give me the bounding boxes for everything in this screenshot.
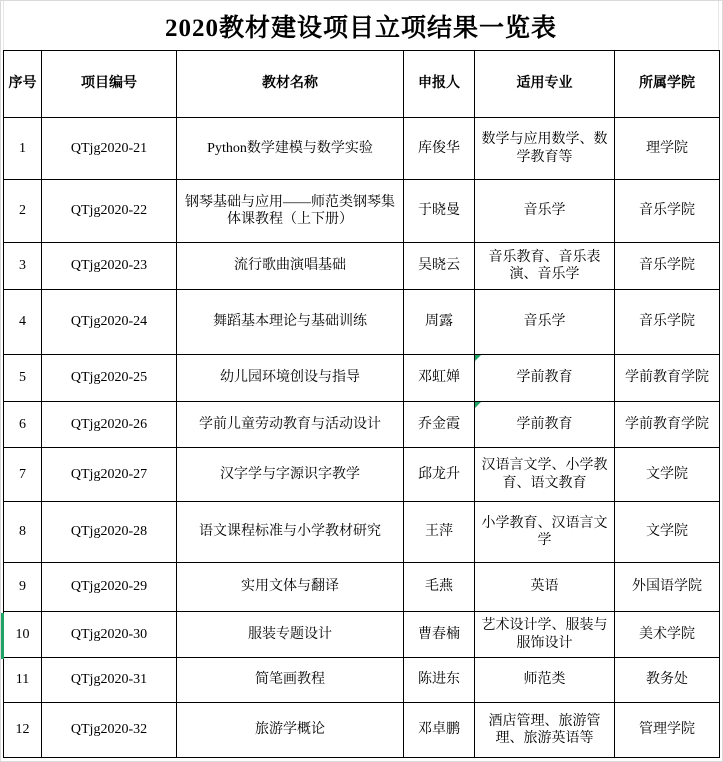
cell-major <box>475 703 615 758</box>
header-project-code: 项目编号 <box>42 51 177 118</box>
cell-serial-number: 4 <box>4 290 42 355</box>
cell-serial-number: 6 <box>4 402 42 448</box>
table-row <box>4 243 720 290</box>
cell-material-name: 幼儿园环境创设与指导 <box>177 355 404 402</box>
cell-college: 外国语学院 <box>615 563 720 612</box>
cell-major <box>475 448 615 502</box>
cell-applicant: 陈进东 <box>404 658 475 703</box>
header-serial-number: 序号 <box>4 51 42 118</box>
cell-major <box>475 402 615 448</box>
cell-major <box>475 563 615 612</box>
cell-project-code: QTjg2020-30 <box>42 612 177 658</box>
cell-serial-number: 12 <box>4 703 42 758</box>
cell-major-text: 艺术设计学、服装与服饰设计 <box>481 618 608 651</box>
title-bar <box>3 1 719 50</box>
cell-major <box>475 118 615 180</box>
cell-material-name: 旅游学概论 <box>177 703 404 758</box>
cell-college: 音乐学院 <box>615 290 720 355</box>
cell-major-text: 师范类 <box>523 672 566 688</box>
cell-major <box>475 180 615 243</box>
cell-material-name: 服装专题设计 <box>177 612 404 658</box>
cell-project-code: QTjg2020-22 <box>42 180 177 243</box>
cell-major-text: 酒店管理、旅游管理、旅游英语等 <box>488 713 601 746</box>
table-row <box>4 658 720 703</box>
cell-major-text: 学前教育 <box>516 370 573 386</box>
cell-applicant: 库俊华 <box>404 118 475 180</box>
page-title: 2020教材建设项目立项结果一览表 <box>164 14 557 42</box>
cell-project-code: QTjg2020-32 <box>42 703 177 758</box>
cell-major-text: 音乐学 <box>523 314 566 330</box>
cell-major-text: 学前教育 <box>516 416 573 432</box>
cell-project-code: QTjg2020-29 <box>42 563 177 612</box>
cell-serial-number: 3 <box>4 243 42 290</box>
cell-major-text: 小学教育、汉语言文学 <box>481 515 608 548</box>
results-table <box>3 50 720 758</box>
cell-college: 理学院 <box>615 118 720 180</box>
cell-applicant: 邱龙升 <box>404 448 475 502</box>
row-selection-indicator-bar <box>1 613 4 659</box>
cell-major <box>475 658 615 703</box>
cell-applicant: 于晓曼 <box>404 180 475 243</box>
cell-major <box>475 502 615 563</box>
header-college: 所属学院 <box>615 51 720 118</box>
cell-college: 学前教育学院 <box>615 355 720 402</box>
header-row <box>4 51 720 118</box>
cell-material-name: 学前儿童劳动教育与活动设计 <box>177 402 404 448</box>
cell-college: 美术学院 <box>615 612 720 658</box>
cell-applicant: 吴晓云 <box>404 243 475 290</box>
cell-serial-number: 8 <box>4 502 42 563</box>
cell-material-name: 钢琴基础与应用——师范类钢琴集体课教程（上下册） <box>177 180 404 243</box>
cell-major <box>475 243 615 290</box>
cell-major-text: 汉语言文学、小学教育、语文教育 <box>481 458 608 491</box>
cell-college: 音乐学院 <box>615 243 720 290</box>
cell-flag-triangle-icon <box>475 402 481 408</box>
cell-project-code: QTjg2020-24 <box>42 290 177 355</box>
cell-project-code: QTjg2020-26 <box>42 402 177 448</box>
cell-college: 学前教育学院 <box>615 402 720 448</box>
cell-serial-number: 11 <box>4 658 42 703</box>
cell-material-name: 舞蹈基本理论与基础训练 <box>177 290 404 355</box>
header-material-name: 教材名称 <box>177 51 404 118</box>
cell-flag-triangle-icon <box>475 355 481 361</box>
cell-material-name: 简笔画教程 <box>177 658 404 703</box>
cell-college: 管理学院 <box>615 703 720 758</box>
cell-applicant: 王萍 <box>404 502 475 563</box>
cell-project-code: QTjg2020-31 <box>42 658 177 703</box>
table-row <box>4 703 720 758</box>
header-applicant: 申报人 <box>404 51 475 118</box>
cell-applicant: 乔金霞 <box>404 402 475 448</box>
cell-major-text: 数学与应用数学、数学教育等 <box>481 132 608 165</box>
cell-college: 教务处 <box>615 658 720 703</box>
cell-material-name: 汉字学与字源识字教学 <box>177 448 404 502</box>
cell-material-name: Python数学建模与数学实验 <box>177 118 404 180</box>
cell-serial-number: 10 <box>4 612 42 658</box>
cell-serial-number: 5 <box>4 355 42 402</box>
cell-project-code: QTjg2020-25 <box>42 355 177 402</box>
table-row <box>4 118 720 180</box>
cell-major <box>475 290 615 355</box>
table-row <box>4 502 720 563</box>
cell-college: 音乐学院 <box>615 180 720 243</box>
cell-serial-number: 7 <box>4 448 42 502</box>
cell-major-text: 英语 <box>530 579 559 595</box>
cell-applicant: 邓虹婵 <box>404 355 475 402</box>
cell-serial-number: 9 <box>4 563 42 612</box>
table-row <box>4 355 720 402</box>
cell-project-code: QTjg2020-21 <box>42 118 177 180</box>
results-table-body <box>4 118 720 758</box>
table-row <box>4 290 720 355</box>
cell-applicant: 曹春楠 <box>404 612 475 658</box>
cell-material-name: 流行歌曲演唱基础 <box>177 243 404 290</box>
cell-material-name: 语文课程标准与小学教材研究 <box>177 502 404 563</box>
cell-project-code: QTjg2020-23 <box>42 243 177 290</box>
cell-applicant: 毛燕 <box>404 563 475 612</box>
results-table-header <box>4 51 720 118</box>
table-row <box>4 563 720 612</box>
cell-project-code: QTjg2020-28 <box>42 502 177 563</box>
cell-major-text: 音乐学 <box>523 203 566 219</box>
table-row <box>4 448 720 502</box>
cell-applicant: 邓卓鹏 <box>404 703 475 758</box>
cell-applicant: 周露 <box>404 290 475 355</box>
cell-serial-number: 2 <box>4 180 42 243</box>
table-row <box>4 180 720 243</box>
header-major: 适用专业 <box>475 51 615 118</box>
cell-college: 文学院 <box>615 448 720 502</box>
cell-material-name: 实用文体与翻译 <box>177 563 404 612</box>
table-row <box>4 402 720 448</box>
cell-project-code: QTjg2020-27 <box>42 448 177 502</box>
cell-serial-number: 1 <box>4 118 42 180</box>
cell-major <box>475 612 615 658</box>
table-row <box>4 612 720 658</box>
cell-major <box>475 355 615 402</box>
cell-major-text: 音乐教育、音乐表演、音乐学 <box>488 249 601 282</box>
cell-college: 文学院 <box>615 502 720 563</box>
